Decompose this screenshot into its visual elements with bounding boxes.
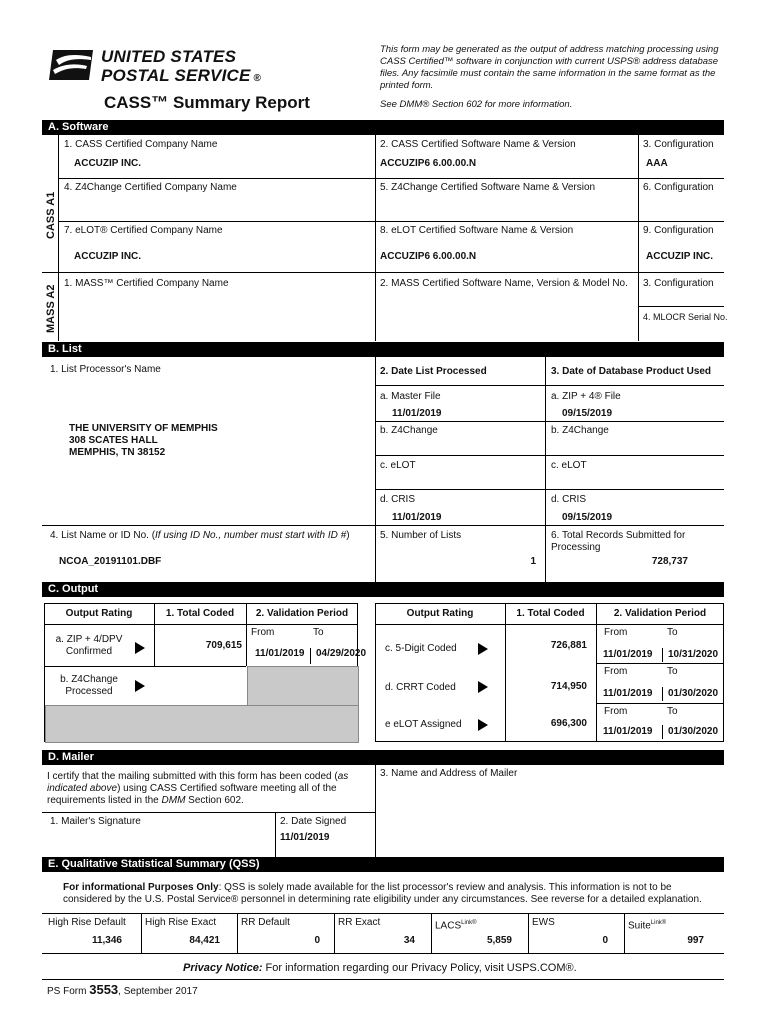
cass-software-value: ACCUZIP6 6.00.00.N bbox=[380, 158, 477, 169]
cert-text-italic-1: as indicated above bbox=[47, 771, 349, 794]
section-a-header bbox=[42, 120, 724, 135]
output-rating-header-right: Output Rating bbox=[406, 608, 474, 619]
master-file-date: 11/01/2019 bbox=[392, 408, 442, 419]
elot-config-value: ACCUZIP INC. bbox=[646, 251, 714, 262]
date-signed-label: 2. Date Signed bbox=[280, 816, 347, 827]
qss-col-label: EWS bbox=[532, 917, 555, 928]
qss-col-value: 84,421 bbox=[189, 935, 220, 946]
zip4-dpv-to-label: To bbox=[313, 627, 324, 638]
form-identifier bbox=[47, 983, 198, 999]
list-name-label-start: 4. List Name or ID No. ( bbox=[50, 530, 156, 541]
see-dmm-note: See DMM® Section 602 for more information. bbox=[380, 99, 573, 110]
cass-company-name-label: 1. CASS Certified Company Name bbox=[64, 139, 218, 150]
list-processor-address1: 308 SCATES HALL bbox=[69, 435, 158, 446]
qss-col-label: RR Exact bbox=[338, 917, 381, 928]
section-c-header bbox=[42, 582, 724, 597]
cris-db-label: d. CRIS bbox=[551, 494, 587, 505]
list-processor-label: 1. List Processor's Name bbox=[50, 364, 161, 375]
mass-software-label: 2. MASS Certified Software Name, Version & Model No. bbox=[380, 278, 628, 289]
qss-col-label: RR Default bbox=[241, 917, 290, 928]
date-database-label: 3. Date of Database Product Used bbox=[551, 366, 712, 377]
arrow-right-icon bbox=[478, 719, 488, 731]
z4change-config-label: 6. Configuration bbox=[643, 182, 714, 193]
section-b-title: B. List bbox=[48, 343, 82, 355]
number-of-lists-value: 1 bbox=[530, 556, 536, 567]
elot-company-label: 7. eLOT® Certified Company Name bbox=[64, 225, 223, 236]
mass-a2-label: MASS A2 bbox=[45, 284, 57, 333]
elot-company-value: ACCUZIP INC. bbox=[74, 251, 142, 262]
mlocr-serial-label: 4. MLOCR Serial No. bbox=[643, 312, 728, 322]
lacs-label: LACS bbox=[435, 920, 462, 932]
validation-header-left: 2. Validation Period bbox=[255, 608, 349, 619]
five-digit-to-label: To bbox=[667, 627, 678, 638]
elot-from: 11/01/2019 bbox=[603, 726, 653, 737]
mailer-certification bbox=[47, 771, 365, 807]
five-digit-total: 726,881 bbox=[550, 640, 587, 651]
crrt-coded-total: 714,950 bbox=[550, 681, 587, 692]
privacy-notice bbox=[183, 961, 577, 975]
section-c-title: C. Output bbox=[48, 583, 99, 595]
elot-config-label: 9. Configuration bbox=[643, 225, 714, 236]
zip4-file-date: 09/15/2019 bbox=[562, 408, 613, 419]
section-a-title: A. Software bbox=[48, 121, 109, 133]
cert-text-2: ) using CASS Certified software meeting all of the requirements listed in the bbox=[47, 783, 337, 806]
zip4-dpv-from-label: From bbox=[251, 627, 275, 638]
elot-from-label: From bbox=[604, 706, 628, 717]
grayed-cell-bottom-left bbox=[45, 705, 359, 743]
form-number: 3553 bbox=[89, 982, 119, 997]
registered-mark: ® bbox=[253, 73, 262, 84]
usps-eagle-logo bbox=[47, 48, 95, 82]
list-name-label bbox=[50, 530, 350, 542]
zip4-file-label: a. ZIP + 4® File bbox=[551, 391, 621, 402]
mailer-signature-label: 1. Mailer's Signature bbox=[50, 816, 141, 827]
suite-sup: Link® bbox=[650, 920, 667, 926]
elot-db-label: c. eLOT bbox=[551, 460, 587, 471]
z4change-processed-label: b. Z4Change Processed bbox=[60, 674, 118, 697]
cass-config-value: AAA bbox=[646, 158, 668, 169]
section-b-header bbox=[42, 342, 724, 357]
zip4-dpv-label: a. ZIP + 4/DPV Confirmed bbox=[55, 634, 123, 657]
org-name-line2-text: POSTAL SERVICE bbox=[101, 66, 251, 85]
crrt-from: 11/01/2019 bbox=[603, 688, 653, 699]
qss-col-value: 11,346 bbox=[91, 935, 122, 946]
z4change-company-label: 4. Z4Change Certified Company Name bbox=[64, 182, 237, 193]
cass-config-label: 3. Configuration bbox=[643, 139, 714, 150]
elot-assigned-total: 696,300 bbox=[550, 718, 587, 729]
section-d-title: D. Mailer bbox=[48, 751, 94, 763]
qss-col-label bbox=[628, 917, 666, 932]
org-name-line2 bbox=[101, 66, 261, 88]
z4change-db-label: b. Z4Change bbox=[551, 425, 609, 436]
cert-text-3: Section 602. bbox=[185, 795, 244, 806]
total-records-value: 728,737 bbox=[651, 556, 688, 567]
page-title: CASS™ Summary Report bbox=[104, 93, 310, 112]
elot-software-value: ACCUZIP6 6.00.00.N bbox=[380, 251, 477, 262]
crrt-coded-label: d. CRRT Coded bbox=[385, 682, 456, 693]
list-name-label-italic: If using ID No., number must start with ID # bbox=[155, 530, 347, 541]
arrow-right-icon bbox=[135, 642, 145, 654]
cert-text-1: I certify that the mailing submitted with this form has been coded ( bbox=[47, 771, 338, 782]
elot-to-label: To bbox=[667, 706, 678, 717]
elot-list-label: c. eLOT bbox=[380, 460, 416, 471]
list-processor-name: THE UNIVERSITY OF MEMPHIS bbox=[69, 423, 218, 434]
zip4-dpv-total: 709,615 bbox=[205, 640, 242, 651]
form-prefix: PS Form bbox=[47, 986, 90, 997]
qss-info-rest: : QSS is solely made available for the list processor's review and analysis. This information is not to be considered by the U.S. Postal Service® personnel in determining rate eligibility under any circumstances. See reverse for a detailed explanation. bbox=[63, 882, 702, 905]
privacy-notice-text: For information regarding our Privacy Policy, visit USPS.COM®. bbox=[262, 962, 577, 974]
elot-to: 01/30/2020 bbox=[668, 726, 719, 737]
total-coded-header-right: 1. Total Coded bbox=[516, 608, 585, 619]
cass-company-name-value: ACCUZIP INC. bbox=[74, 158, 142, 169]
five-digit-to: 10/31/2020 bbox=[668, 649, 719, 660]
qss-col-value: 0 bbox=[602, 935, 608, 946]
cris-db-date: 09/15/2019 bbox=[562, 512, 613, 523]
lacs-sup: Link® bbox=[461, 920, 477, 926]
privacy-notice-bold: Privacy Notice: bbox=[183, 962, 263, 974]
qss-info-bold: For informational Purposes Only bbox=[63, 882, 219, 893]
cris-list-date: 11/01/2019 bbox=[392, 512, 442, 523]
arrow-right-icon bbox=[135, 680, 145, 692]
total-records-label: 6. Total Records Submitted for Processing bbox=[551, 530, 686, 553]
qss-col-value: 0 bbox=[314, 935, 320, 946]
z4change-list-label: b. Z4Change bbox=[380, 425, 438, 436]
five-digit-label: c. 5-Digit Coded bbox=[385, 643, 457, 654]
list-processor-address2: MEMPHIS, TN 38152 bbox=[69, 447, 166, 458]
qss-info-text bbox=[63, 882, 713, 906]
form-date: , September 2017 bbox=[118, 986, 198, 997]
zip4-dpv-from: 11/01/2019 bbox=[255, 648, 305, 659]
output-rating-header-left: Output Rating bbox=[65, 608, 133, 619]
zip4-dpv-to: 04/29/2020 bbox=[316, 648, 367, 659]
elot-assigned-label: e eLOT Assigned bbox=[385, 719, 462, 730]
qss-col-value: 5,859 bbox=[486, 935, 512, 946]
crrt-to: 01/30/2020 bbox=[668, 688, 719, 699]
qss-col-label bbox=[435, 917, 477, 932]
grayed-cell-z4change-period bbox=[247, 666, 359, 706]
mailer-name-address-label: 3. Name and Address of Mailer bbox=[380, 768, 518, 779]
date-list-processed-label: 2. Date List Processed bbox=[380, 366, 487, 377]
qss-col-value: 997 bbox=[687, 935, 704, 946]
number-of-lists-label: 5. Number of Lists bbox=[380, 530, 462, 541]
cert-text-italic-2: DMM bbox=[161, 795, 186, 806]
qss-col-label: High Rise Exact bbox=[145, 917, 217, 928]
form-notice: This form may be generated as the output of address matching processing using CASS Certified™ software in conjunction with current USPS® address database files. Any facsimile must contain the same information in the same format as the printed form. bbox=[380, 44, 719, 91]
qss-col-value: 34 bbox=[403, 935, 415, 946]
validation-header-right: 2. Validation Period bbox=[613, 608, 707, 619]
mass-company-label: 1. MASS™ Certified Company Name bbox=[64, 278, 229, 289]
qss-col-label: High Rise Default bbox=[48, 917, 126, 928]
cass-software-label: 2. CASS Certified Software Name & Version bbox=[380, 139, 576, 150]
org-name-line1: UNITED STATES bbox=[101, 47, 237, 66]
section-d-header bbox=[42, 750, 724, 765]
date-signed-value: 11/01/2019 bbox=[280, 832, 330, 843]
suite-label: Suite bbox=[628, 920, 651, 932]
mass-config-label: 3. Configuration bbox=[643, 278, 714, 289]
list-name-label-end: ) bbox=[346, 530, 350, 541]
crrt-to-label: To bbox=[667, 666, 678, 677]
crrt-from-label: From bbox=[604, 666, 628, 677]
cass-a1-label: CASS A1 bbox=[45, 191, 57, 239]
five-digit-from-label: From bbox=[604, 627, 628, 638]
total-coded-header-left: 1. Total Coded bbox=[165, 608, 235, 619]
five-digit-from: 11/01/2019 bbox=[603, 649, 653, 660]
arrow-right-icon bbox=[478, 643, 488, 655]
arrow-right-icon bbox=[478, 681, 488, 693]
z4change-software-label: 5. Z4Change Certified Software Name & Version bbox=[380, 182, 596, 193]
elot-software-label: 8. eLOT Certified Software Name & Version bbox=[380, 225, 574, 236]
section-e-header bbox=[42, 857, 724, 872]
cris-list-label: d. CRIS bbox=[380, 494, 416, 505]
master-file-label: a. Master File bbox=[380, 391, 441, 402]
section-e-title: E. Qualitative Statistical Summary (QSS) bbox=[48, 858, 260, 870]
list-name-value: NCOA_20191101.DBF bbox=[59, 556, 162, 567]
